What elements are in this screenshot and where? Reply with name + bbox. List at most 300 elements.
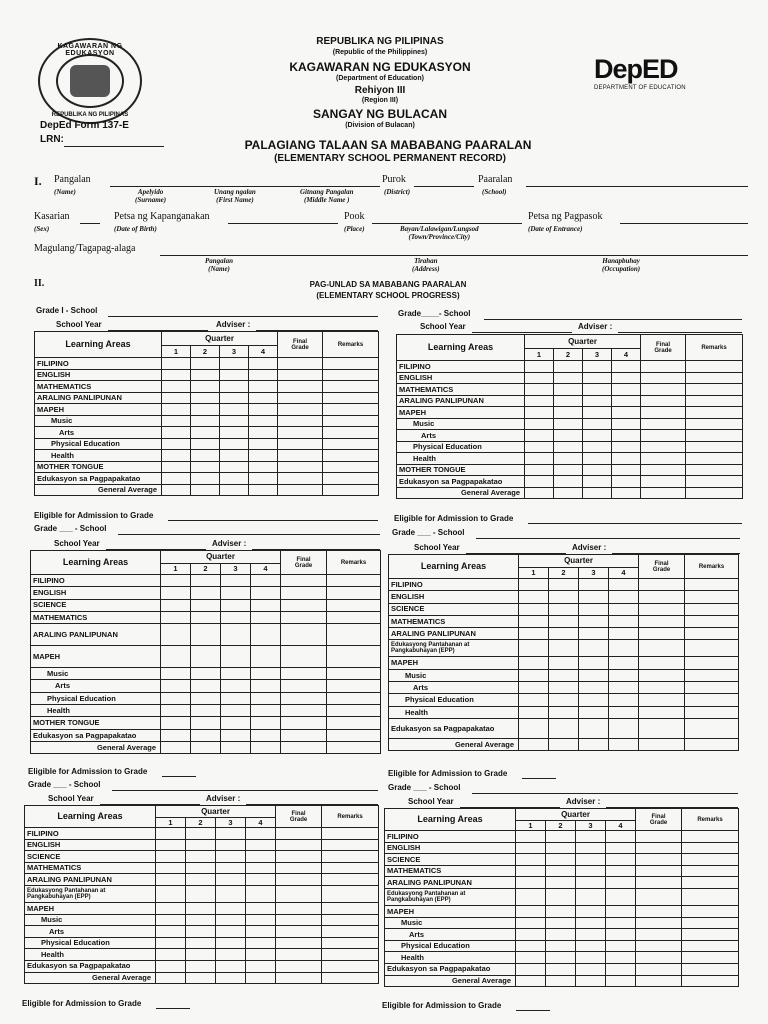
quarter-grade-cell[interactable] <box>221 668 251 680</box>
quarter-grade-cell[interactable] <box>191 461 220 473</box>
final-grade-cell[interactable] <box>278 427 323 439</box>
quarter-grade-cell[interactable] <box>612 476 641 488</box>
grade-school-line[interactable] <box>476 538 740 539</box>
quarter-grade-cell[interactable] <box>519 640 549 657</box>
remarks-cell[interactable] <box>686 407 743 419</box>
quarter-grade-cell[interactable] <box>156 851 186 863</box>
quarter-grade-cell[interactable] <box>161 705 191 717</box>
quarter-grade-cell[interactable] <box>246 949 276 961</box>
quarter-grade-cell[interactable] <box>251 692 281 704</box>
quarter-grade-cell[interactable] <box>161 717 191 729</box>
quarter-grade-cell[interactable] <box>161 611 191 623</box>
quarter-grade-cell[interactable] <box>583 441 612 453</box>
grade-school-line[interactable] <box>472 793 738 794</box>
quarter-grade-cell[interactable] <box>156 937 186 949</box>
quarter-grade-cell[interactable] <box>519 657 549 669</box>
quarter-grade-cell[interactable] <box>525 476 554 488</box>
remarks-cell[interactable] <box>322 874 379 886</box>
final-grade-cell[interactable] <box>641 407 686 419</box>
quarter-grade-cell[interactable] <box>221 717 251 729</box>
quarter-grade-cell[interactable] <box>251 705 281 717</box>
remarks-cell[interactable] <box>323 404 379 416</box>
quarter-grade-cell[interactable] <box>546 952 576 964</box>
quarter-grade-cell[interactable] <box>583 372 612 384</box>
final-grade-cell[interactable] <box>278 415 323 427</box>
final-grade-cell[interactable] <box>641 418 686 430</box>
final-grade-cell[interactable] <box>281 646 327 668</box>
remarks-cell[interactable] <box>686 441 743 453</box>
quarter-grade-cell[interactable] <box>519 615 549 627</box>
remarks-cell[interactable] <box>327 692 381 704</box>
quarter-grade-cell[interactable] <box>576 877 606 889</box>
remarks-cell[interactable] <box>682 854 739 866</box>
quarter-grade-cell[interactable] <box>249 473 278 485</box>
quarter-grade-cell[interactable] <box>191 427 220 439</box>
quarter-grade-cell[interactable] <box>583 361 612 373</box>
remarks-cell[interactable] <box>322 914 379 926</box>
remarks-cell[interactable] <box>327 575 381 587</box>
quarter-grade-cell[interactable] <box>220 438 249 450</box>
quarter-grade-cell[interactable] <box>191 450 220 462</box>
remarks-cell[interactable] <box>322 949 379 961</box>
quarter-grade-cell[interactable] <box>549 718 579 738</box>
quarter-grade-cell[interactable] <box>191 680 221 692</box>
entrance-line[interactable] <box>620 223 748 224</box>
quarter-grade-cell[interactable] <box>583 476 612 488</box>
final-grade-cell[interactable] <box>639 718 685 738</box>
quarter-grade-cell[interactable] <box>576 917 606 929</box>
final-grade-cell[interactable] <box>276 972 322 984</box>
quarter-grade-cell[interactable] <box>162 473 191 485</box>
quarter-grade-cell[interactable] <box>583 384 612 396</box>
quarter-grade-cell[interactable] <box>554 372 583 384</box>
quarter-grade-cell[interactable] <box>554 464 583 476</box>
final-grade-cell[interactable] <box>636 865 682 877</box>
adviser-line[interactable] <box>618 332 742 333</box>
guardian-line[interactable] <box>160 255 748 256</box>
quarter-grade-cell[interactable] <box>186 960 216 972</box>
quarter-grade-cell[interactable] <box>191 369 220 381</box>
quarter-grade-cell[interactable] <box>221 587 251 599</box>
quarter-grade-cell[interactable] <box>162 461 191 473</box>
quarter-grade-cell[interactable] <box>191 646 221 668</box>
remarks-cell[interactable] <box>322 926 379 938</box>
quarter-grade-cell[interactable] <box>249 392 278 404</box>
pook-line[interactable] <box>372 223 522 224</box>
remarks-cell[interactable] <box>686 487 743 499</box>
final-grade-cell[interactable] <box>639 615 685 627</box>
quarter-grade-cell[interactable] <box>516 854 546 866</box>
remarks-cell[interactable] <box>322 839 379 851</box>
remarks-cell[interactable] <box>685 669 739 681</box>
quarter-grade-cell[interactable] <box>609 628 639 640</box>
quarter-grade-cell[interactable] <box>162 404 191 416</box>
quarter-grade-cell[interactable] <box>579 603 609 615</box>
quarter-grade-cell[interactable] <box>516 865 546 877</box>
remarks-cell[interactable] <box>327 680 381 692</box>
quarter-grade-cell[interactable] <box>186 937 216 949</box>
quarter-grade-cell[interactable] <box>583 395 612 407</box>
quarter-grade-cell[interactable] <box>606 963 636 975</box>
remarks-cell[interactable] <box>685 628 739 640</box>
quarter-grade-cell[interactable] <box>249 381 278 393</box>
remarks-cell[interactable] <box>685 694 739 706</box>
remarks-cell[interactable] <box>682 940 739 952</box>
quarter-grade-cell[interactable] <box>220 381 249 393</box>
quarter-grade-cell[interactable] <box>516 940 546 952</box>
final-grade-cell[interactable] <box>276 937 322 949</box>
quarter-grade-cell[interactable] <box>516 877 546 889</box>
lrn-line[interactable] <box>64 146 164 147</box>
quarter-grade-cell[interactable] <box>251 717 281 729</box>
final-grade-cell[interactable] <box>281 717 327 729</box>
remarks-cell[interactable] <box>685 706 739 718</box>
remarks-cell[interactable] <box>685 591 739 603</box>
quarter-grade-cell[interactable] <box>246 874 276 886</box>
quarter-grade-cell[interactable] <box>221 741 251 753</box>
final-grade-cell[interactable] <box>276 902 322 914</box>
remarks-cell[interactable] <box>686 453 743 465</box>
quarter-grade-cell[interactable] <box>516 952 546 964</box>
eligible-line[interactable] <box>522 778 556 779</box>
quarter-grade-cell[interactable] <box>246 902 276 914</box>
quarter-grade-cell[interactable] <box>546 975 576 987</box>
remarks-cell[interactable] <box>686 430 743 442</box>
quarter-grade-cell[interactable] <box>191 729 221 741</box>
quarter-grade-cell[interactable] <box>612 361 641 373</box>
quarter-grade-cell[interactable] <box>583 430 612 442</box>
remarks-cell[interactable] <box>322 972 379 984</box>
quarter-grade-cell[interactable] <box>576 963 606 975</box>
remarks-cell[interactable] <box>322 862 379 874</box>
quarter-grade-cell[interactable] <box>579 718 609 738</box>
final-grade-cell[interactable] <box>636 940 682 952</box>
quarter-grade-cell[interactable] <box>516 888 546 905</box>
quarter-grade-cell[interactable] <box>216 972 246 984</box>
remarks-cell[interactable] <box>686 372 743 384</box>
final-grade-cell[interactable] <box>639 694 685 706</box>
remarks-cell[interactable] <box>682 888 739 905</box>
remarks-cell[interactable] <box>327 624 381 646</box>
final-grade-cell[interactable] <box>278 450 323 462</box>
quarter-grade-cell[interactable] <box>525 464 554 476</box>
quarter-grade-cell[interactable] <box>161 729 191 741</box>
remarks-cell[interactable] <box>682 952 739 964</box>
remarks-cell[interactable] <box>327 599 381 611</box>
final-grade-cell[interactable] <box>278 438 323 450</box>
final-grade-cell[interactable] <box>276 862 322 874</box>
quarter-grade-cell[interactable] <box>549 669 579 681</box>
remarks-cell[interactable] <box>685 640 739 657</box>
paaralan-line[interactable] <box>526 186 748 187</box>
remarks-cell[interactable] <box>323 461 379 473</box>
quarter-grade-cell[interactable] <box>220 392 249 404</box>
quarter-grade-cell[interactable] <box>249 404 278 416</box>
quarter-grade-cell[interactable] <box>216 949 246 961</box>
quarter-grade-cell[interactable] <box>216 926 246 938</box>
quarter-grade-cell[interactable] <box>156 926 186 938</box>
quarter-grade-cell[interactable] <box>576 842 606 854</box>
quarter-grade-cell[interactable] <box>156 862 186 874</box>
quarter-grade-cell[interactable] <box>221 575 251 587</box>
quarter-grade-cell[interactable] <box>549 591 579 603</box>
final-grade-cell[interactable] <box>281 611 327 623</box>
quarter-grade-cell[interactable] <box>546 917 576 929</box>
quarter-grade-cell[interactable] <box>162 392 191 404</box>
quarter-grade-cell[interactable] <box>221 705 251 717</box>
quarter-grade-cell[interactable] <box>546 888 576 905</box>
quarter-grade-cell[interactable] <box>191 473 220 485</box>
quarter-grade-cell[interactable] <box>579 694 609 706</box>
quarter-grade-cell[interactable] <box>609 657 639 669</box>
final-grade-cell[interactable] <box>278 404 323 416</box>
final-grade-cell[interactable] <box>639 603 685 615</box>
remarks-cell[interactable] <box>323 415 379 427</box>
remarks-cell[interactable] <box>323 381 379 393</box>
final-grade-cell[interactable] <box>278 358 323 370</box>
final-grade-cell[interactable] <box>636 842 682 854</box>
quarter-grade-cell[interactable] <box>251 599 281 611</box>
quarter-grade-cell[interactable] <box>612 487 641 499</box>
quarter-grade-cell[interactable] <box>191 717 221 729</box>
quarter-grade-cell[interactable] <box>191 392 220 404</box>
remarks-cell[interactable] <box>323 358 379 370</box>
quarter-grade-cell[interactable] <box>246 885 276 902</box>
final-grade-cell[interactable] <box>276 926 322 938</box>
remarks-cell[interactable] <box>323 473 379 485</box>
quarter-grade-cell[interactable] <box>606 929 636 941</box>
quarter-grade-cell[interactable] <box>579 615 609 627</box>
quarter-grade-cell[interactable] <box>216 862 246 874</box>
quarter-grade-cell[interactable] <box>191 415 220 427</box>
remarks-cell[interactable] <box>322 851 379 863</box>
quarter-grade-cell[interactable] <box>576 905 606 917</box>
quarter-grade-cell[interactable] <box>612 372 641 384</box>
quarter-grade-cell[interactable] <box>549 738 579 750</box>
remarks-cell[interactable] <box>323 427 379 439</box>
remarks-cell[interactable] <box>682 929 739 941</box>
quarter-grade-cell[interactable] <box>156 972 186 984</box>
quarter-grade-cell[interactable] <box>162 438 191 450</box>
quarter-grade-cell[interactable] <box>191 575 221 587</box>
remarks-cell[interactable] <box>323 450 379 462</box>
quarter-grade-cell[interactable] <box>609 603 639 615</box>
quarter-grade-cell[interactable] <box>220 461 249 473</box>
quarter-grade-cell[interactable] <box>162 450 191 462</box>
remarks-cell[interactable] <box>686 476 743 488</box>
quarter-grade-cell[interactable] <box>606 905 636 917</box>
quarter-grade-cell[interactable] <box>220 358 249 370</box>
quarter-grade-cell[interactable] <box>246 972 276 984</box>
quarter-grade-cell[interactable] <box>221 599 251 611</box>
quarter-grade-cell[interactable] <box>516 975 546 987</box>
final-grade-cell[interactable] <box>281 624 327 646</box>
final-grade-cell[interactable] <box>278 484 323 496</box>
remarks-cell[interactable] <box>327 705 381 717</box>
final-grade-cell[interactable] <box>639 579 685 591</box>
quarter-grade-cell[interactable] <box>161 692 191 704</box>
quarter-grade-cell[interactable] <box>249 461 278 473</box>
grade-school-line[interactable] <box>118 534 380 535</box>
quarter-grade-cell[interactable] <box>186 972 216 984</box>
remarks-cell[interactable] <box>322 902 379 914</box>
quarter-grade-cell[interactable] <box>606 888 636 905</box>
quarter-grade-cell[interactable] <box>576 865 606 877</box>
grade-school-line[interactable] <box>112 790 378 791</box>
quarter-grade-cell[interactable] <box>251 624 281 646</box>
quarter-grade-cell[interactable] <box>156 949 186 961</box>
quarter-grade-cell[interactable] <box>191 741 221 753</box>
quarter-grade-cell[interactable] <box>161 624 191 646</box>
remarks-cell[interactable] <box>682 842 739 854</box>
remarks-cell[interactable] <box>327 717 381 729</box>
quarter-grade-cell[interactable] <box>609 591 639 603</box>
quarter-grade-cell[interactable] <box>525 361 554 373</box>
remarks-cell[interactable] <box>327 587 381 599</box>
quarter-grade-cell[interactable] <box>554 453 583 465</box>
quarter-grade-cell[interactable] <box>251 729 281 741</box>
quarter-grade-cell[interactable] <box>554 407 583 419</box>
quarter-grade-cell[interactable] <box>519 694 549 706</box>
remarks-cell[interactable] <box>686 395 743 407</box>
final-grade-cell[interactable] <box>641 487 686 499</box>
quarter-grade-cell[interactable] <box>191 692 221 704</box>
quarter-grade-cell[interactable] <box>220 369 249 381</box>
quarter-grade-cell[interactable] <box>549 628 579 640</box>
quarter-grade-cell[interactable] <box>191 624 221 646</box>
eligible-line[interactable] <box>168 520 378 521</box>
quarter-grade-cell[interactable] <box>609 706 639 718</box>
kasarian-line[interactable] <box>80 223 100 224</box>
remarks-cell[interactable] <box>323 484 379 496</box>
quarter-grade-cell[interactable] <box>606 917 636 929</box>
quarter-grade-cell[interactable] <box>519 706 549 718</box>
quarter-grade-cell[interactable] <box>216 851 246 863</box>
final-grade-cell[interactable] <box>276 885 322 902</box>
quarter-grade-cell[interactable] <box>579 591 609 603</box>
final-grade-cell[interactable] <box>641 476 686 488</box>
quarter-grade-cell[interactable] <box>554 476 583 488</box>
quarter-grade-cell[interactable] <box>162 415 191 427</box>
quarter-grade-cell[interactable] <box>186 902 216 914</box>
quarter-grade-cell[interactable] <box>220 427 249 439</box>
remarks-cell[interactable] <box>322 828 379 840</box>
quarter-grade-cell[interactable] <box>186 839 216 851</box>
quarter-grade-cell[interactable] <box>246 937 276 949</box>
quarter-grade-cell[interactable] <box>525 430 554 442</box>
quarter-grade-cell[interactable] <box>162 484 191 496</box>
final-grade-cell[interactable] <box>639 628 685 640</box>
quarter-grade-cell[interactable] <box>516 917 546 929</box>
quarter-grade-cell[interactable] <box>191 587 221 599</box>
quarter-grade-cell[interactable] <box>525 453 554 465</box>
final-grade-cell[interactable] <box>639 591 685 603</box>
quarter-grade-cell[interactable] <box>519 669 549 681</box>
quarter-grade-cell[interactable] <box>246 828 276 840</box>
final-grade-cell[interactable] <box>276 960 322 972</box>
quarter-grade-cell[interactable] <box>612 384 641 396</box>
quarter-grade-cell[interactable] <box>220 484 249 496</box>
quarter-grade-cell[interactable] <box>156 960 186 972</box>
remarks-cell[interactable] <box>685 615 739 627</box>
final-grade-cell[interactable] <box>641 361 686 373</box>
final-grade-cell[interactable] <box>639 669 685 681</box>
final-grade-cell[interactable] <box>636 952 682 964</box>
final-grade-cell[interactable] <box>281 587 327 599</box>
quarter-grade-cell[interactable] <box>191 381 220 393</box>
quarter-grade-cell[interactable] <box>612 407 641 419</box>
quarter-grade-cell[interactable] <box>546 842 576 854</box>
quarter-grade-cell[interactable] <box>612 395 641 407</box>
quarter-grade-cell[interactable] <box>516 929 546 941</box>
quarter-grade-cell[interactable] <box>191 358 220 370</box>
remarks-cell[interactable] <box>686 384 743 396</box>
quarter-grade-cell[interactable] <box>554 441 583 453</box>
quarter-grade-cell[interactable] <box>186 926 216 938</box>
quarter-grade-cell[interactable] <box>249 427 278 439</box>
quarter-grade-cell[interactable] <box>606 877 636 889</box>
quarter-grade-cell[interactable] <box>161 680 191 692</box>
quarter-grade-cell[interactable] <box>549 706 579 718</box>
final-grade-cell[interactable] <box>276 949 322 961</box>
remarks-cell[interactable] <box>323 392 379 404</box>
quarter-grade-cell[interactable] <box>609 640 639 657</box>
remarks-cell[interactable] <box>682 975 739 987</box>
final-grade-cell[interactable] <box>281 680 327 692</box>
quarter-grade-cell[interactable] <box>546 963 576 975</box>
final-grade-cell[interactable] <box>276 839 322 851</box>
final-grade-cell[interactable] <box>278 381 323 393</box>
eligible-line[interactable] <box>528 523 742 524</box>
quarter-grade-cell[interactable] <box>191 611 221 623</box>
final-grade-cell[interactable] <box>641 430 686 442</box>
quarter-grade-cell[interactable] <box>251 611 281 623</box>
quarter-grade-cell[interactable] <box>249 369 278 381</box>
quarter-grade-cell[interactable] <box>162 427 191 439</box>
quarter-grade-cell[interactable] <box>162 381 191 393</box>
final-grade-cell[interactable] <box>636 975 682 987</box>
quarter-grade-cell[interactable] <box>249 415 278 427</box>
quarter-grade-cell[interactable] <box>186 874 216 886</box>
quarter-grade-cell[interactable] <box>220 450 249 462</box>
quarter-grade-cell[interactable] <box>161 587 191 599</box>
quarter-grade-cell[interactable] <box>609 738 639 750</box>
quarter-grade-cell[interactable] <box>156 902 186 914</box>
remarks-cell[interactable] <box>323 438 379 450</box>
quarter-grade-cell[interactable] <box>220 473 249 485</box>
final-grade-cell[interactable] <box>641 464 686 476</box>
quarter-grade-cell[interactable] <box>525 372 554 384</box>
quarter-grade-cell[interactable] <box>554 430 583 442</box>
quarter-grade-cell[interactable] <box>612 453 641 465</box>
final-grade-cell[interactable] <box>281 729 327 741</box>
remarks-cell[interactable] <box>685 718 739 738</box>
purok-line[interactable] <box>414 186 474 187</box>
quarter-grade-cell[interactable] <box>251 646 281 668</box>
quarter-grade-cell[interactable] <box>549 603 579 615</box>
remarks-cell[interactable] <box>327 741 381 753</box>
quarter-grade-cell[interactable] <box>606 940 636 952</box>
quarter-grade-cell[interactable] <box>546 854 576 866</box>
final-grade-cell[interactable] <box>641 395 686 407</box>
quarter-grade-cell[interactable] <box>606 854 636 866</box>
final-grade-cell[interactable] <box>641 384 686 396</box>
remarks-cell[interactable] <box>327 646 381 668</box>
final-grade-cell[interactable] <box>639 706 685 718</box>
quarter-grade-cell[interactable] <box>246 862 276 874</box>
quarter-grade-cell[interactable] <box>161 668 191 680</box>
quarter-grade-cell[interactable] <box>606 952 636 964</box>
